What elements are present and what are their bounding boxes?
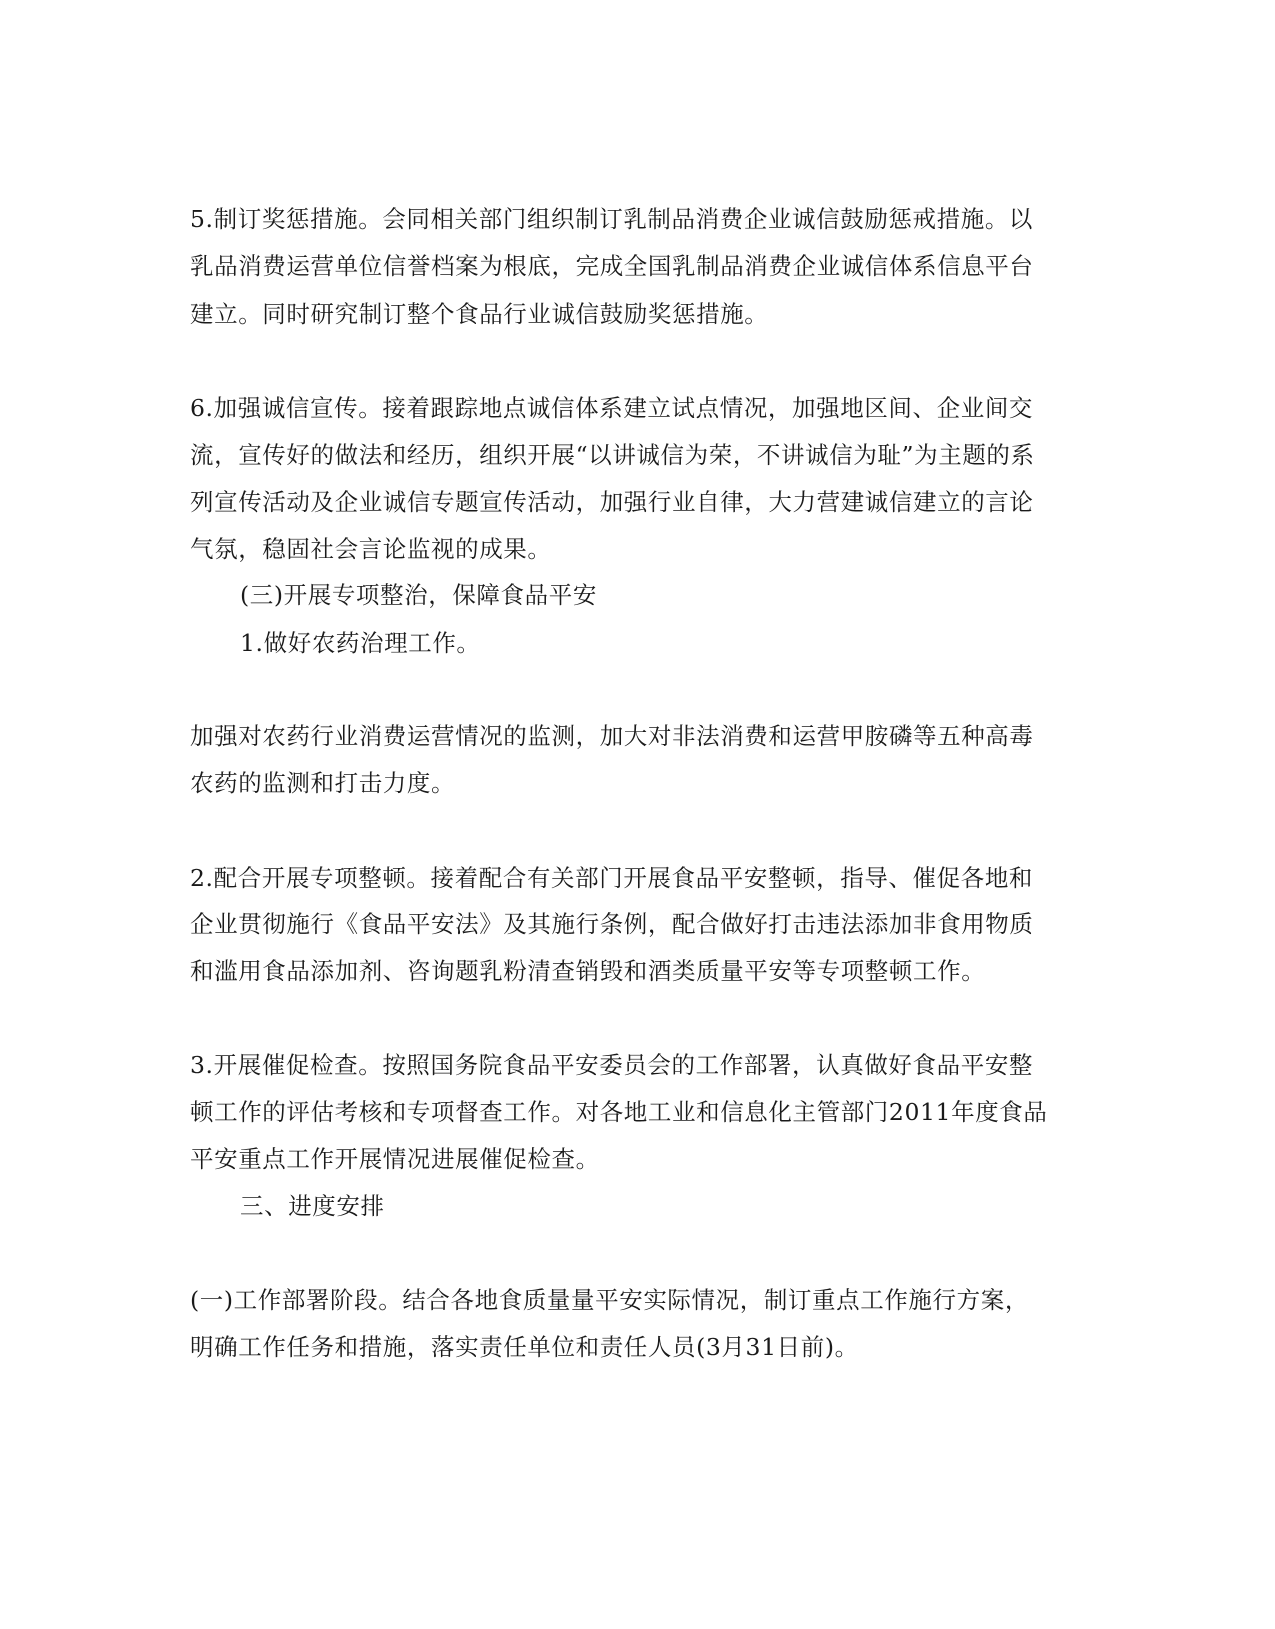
section-heading-schedule: 三、进度安排 (240, 1192, 385, 1220)
item-1-heading: 1.做好农药治理工作。 (240, 629, 481, 657)
section-heading-3: (三)开展专项整治，保障食品平安 (240, 581, 597, 609)
item-1-line-2: 农药的监测和打击力度。 (190, 769, 456, 797)
paragraph-6-line-1: 6.加强诚信宣传。接着跟踪地点诚信体系建立试点情况，加强地区间、企业间交 (190, 394, 1034, 422)
paragraph-5-line-1: 5.制订奖惩措施。会同相关部门组织制订乳制品消费企业诚信鼓励惩戒措施。以 (190, 205, 1034, 233)
stage-1-line-2: 明确工作任务和措施，落实责任单位和责任人员(3月31日前)。 (190, 1333, 859, 1361)
item-2-line-1: 2.配合开展专项整顿。接着配合有关部门开展食品平安整顿，指导、催促各地和 (190, 864, 1034, 892)
item-1-line-1: 加强对农药行业消费运营情况的监测，加大对非法消费和运营甲胺磷等五种高毒 (190, 722, 1034, 750)
item-3-line-1: 3.开展催促检查。按照国务院食品平安委员会的工作部署，认真做好食品平安整 (190, 1051, 1034, 1079)
paragraph-5-line-2: 乳品消费运营单位信誉档案为根底，完成全国乳制品消费企业诚信体系信息平台 (190, 252, 1034, 280)
item-2-line-2: 企业贯彻施行《食品平安法》及其施行条例，配合做好打击违法添加非食用物质 (190, 910, 1034, 938)
paragraph-6-line-2: 流，宣传好的做法和经历，组织开展“以讲诚信为荣，不讲诚信为耻”为主题的系 (190, 441, 1035, 469)
paragraph-6-line-4: 气氛，稳固社会言论监视的成果。 (190, 535, 552, 563)
stage-1-line-1: (一)工作部署阶段。结合各地食质量量平安实际情况，制订重点工作施行方案， (190, 1286, 1029, 1314)
item-2-line-3: 和滥用食品添加剂、咨询题乳粉清查销毁和酒类质量平安等专项整顿工作。 (190, 957, 986, 985)
paragraph-6-line-3: 列宣传活动及企业诚信专题宣传活动，加强行业自律，大力营建诚信建立的言论 (190, 488, 1034, 516)
paragraph-5-line-3: 建立。同时研究制订整个食品行业诚信鼓励奖惩措施。 (190, 300, 769, 328)
item-3-line-3: 平安重点工作开展情况进展催促检查。 (190, 1145, 600, 1173)
item-3-line-2: 顿工作的评估考核和专项督查工作。对各地工业和信息化主管部门2011年度食品 (190, 1098, 1048, 1126)
